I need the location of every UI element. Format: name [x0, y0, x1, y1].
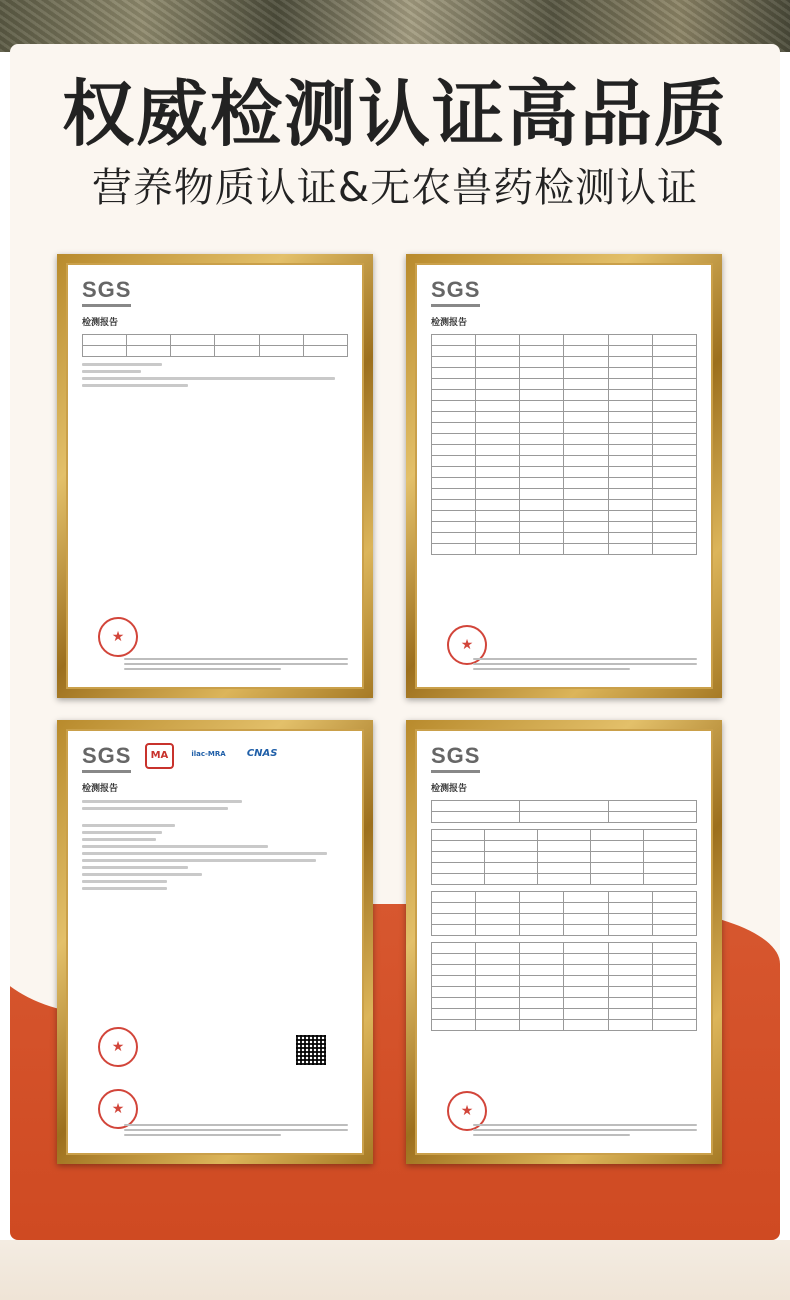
- certificate-frame-4[interactable]: [406, 720, 722, 1164]
- certification-stamp: ★: [447, 625, 487, 665]
- certification-stamp: ★: [98, 1089, 138, 1129]
- certification-stamp: ★: [98, 1027, 138, 1067]
- report-title: 检测报告: [431, 318, 468, 328]
- report-title: 检测报告: [82, 784, 119, 794]
- sgs-logo: SGS: [82, 743, 131, 773]
- result-table: [82, 334, 348, 357]
- bottom-strip: [0, 1240, 790, 1300]
- certificate-frame-2[interactable]: [406, 254, 722, 698]
- result-table: [431, 829, 697, 885]
- report-footer: [473, 655, 697, 673]
- sgs-logo: SGS: [431, 743, 480, 773]
- page-subtitle: 营养物质认证&无农兽药检测认证: [91, 165, 699, 211]
- ilac-logo: ilac-MRA: [191, 750, 226, 758]
- result-table: [431, 942, 697, 1031]
- page-title: 权威检测认证高品质: [61, 72, 728, 156]
- report-title: 检测报告: [82, 318, 119, 328]
- report-footer: [473, 1121, 697, 1139]
- certificate-document-4: [415, 729, 713, 1155]
- report-text: [82, 800, 348, 890]
- report-footer: [124, 1121, 348, 1139]
- result-table: [431, 334, 697, 555]
- result-table: [431, 800, 697, 823]
- cma-logo: MA: [145, 743, 175, 769]
- report-title: 检测报告: [431, 784, 468, 794]
- certificate-frame-1[interactable]: [57, 254, 373, 698]
- certificate-document-1: [66, 263, 364, 689]
- qr-code: [296, 1035, 326, 1065]
- certificate-document-2: [415, 263, 713, 689]
- certification-stamp: ★: [447, 1091, 487, 1131]
- certificate-frame-3[interactable]: [57, 720, 373, 1164]
- sgs-logo: SGS: [82, 277, 131, 307]
- report-footer: [124, 655, 348, 673]
- certification-stamp: ★: [98, 617, 138, 657]
- result-table: [431, 891, 697, 936]
- cnas-logo: CNAS: [246, 748, 278, 759]
- sgs-logo: SGS: [431, 277, 480, 307]
- certificate-document-3: [66, 729, 364, 1155]
- report-text: [82, 363, 348, 387]
